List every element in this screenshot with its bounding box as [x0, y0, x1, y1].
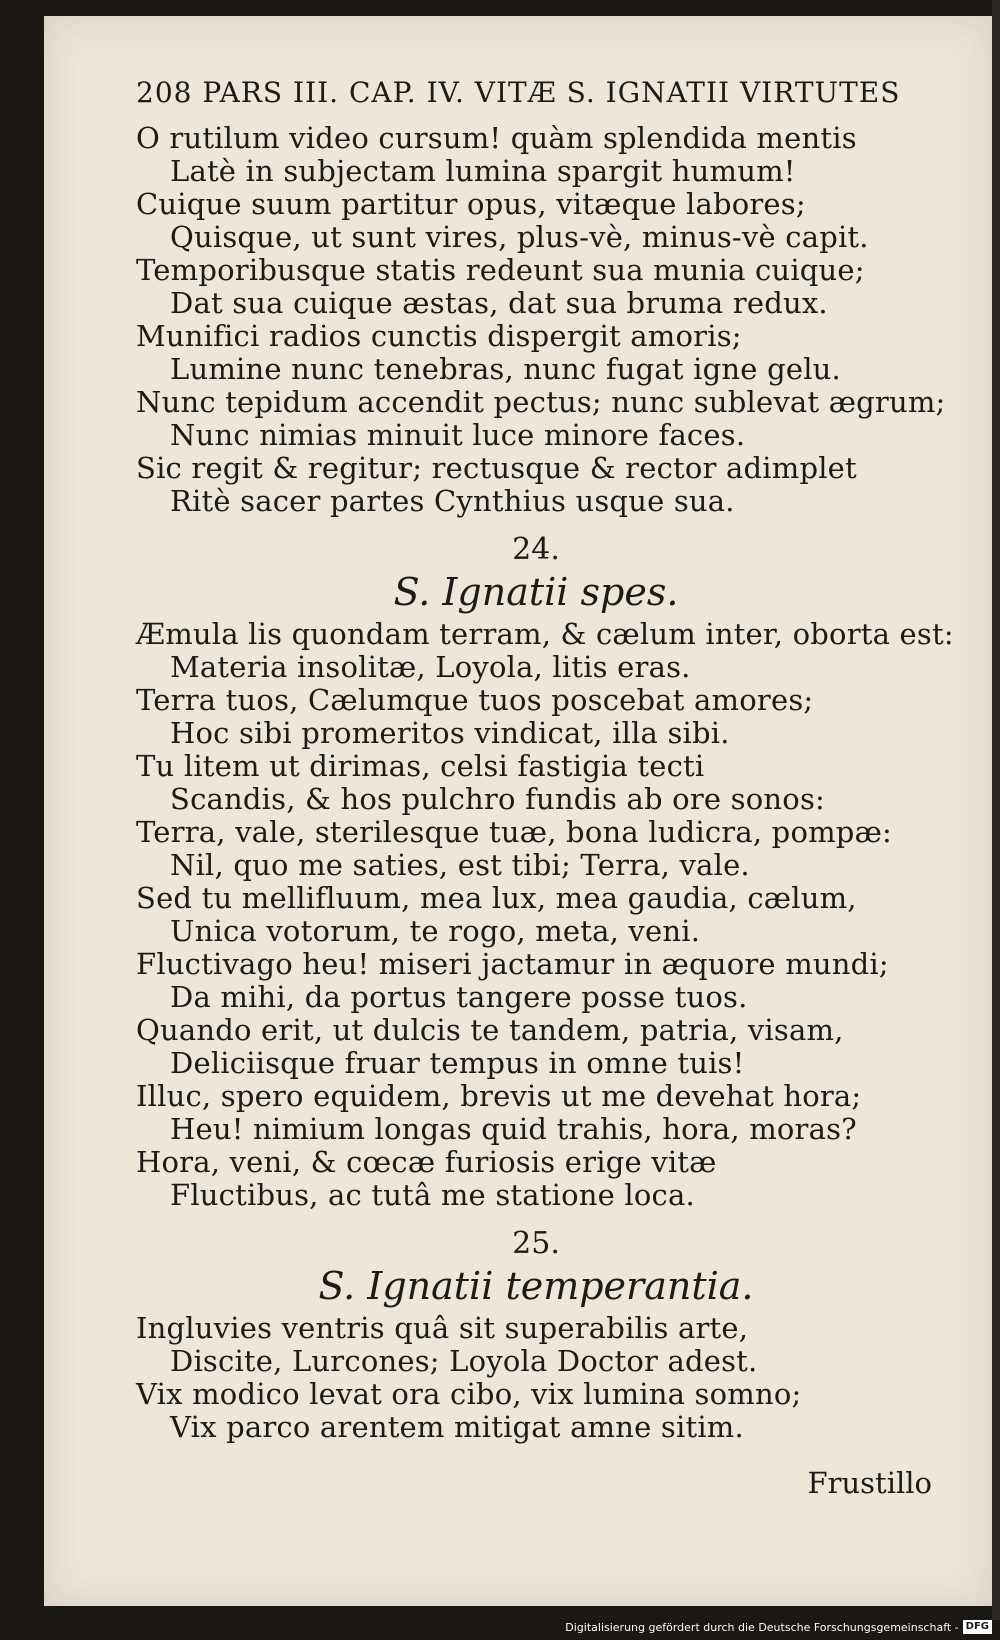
digitization-credit: [565, 1618, 992, 1636]
section-number: 25.: [512, 1226, 560, 1261]
section-title: S. Ignatii temperantia.: [318, 1264, 754, 1308]
dfg-logo: DFG: [963, 1620, 992, 1634]
verse-line: Discite, Lurcones; Loyola Doctor adest.: [170, 1344, 758, 1378]
verse-line: Fluctibus, ac tutâ me statione loca.: [170, 1178, 695, 1212]
credit-text: Digitalisierung gefördert durch die Deutsche Forschungsgemeinschaft -: [565, 1620, 959, 1634]
verse-line: Quando erit, ut dulcis te tandem, patria, visam,: [136, 1013, 844, 1047]
poem-section: [136, 530, 954, 1212]
verse-line: Da mihi, da portus tangere posse tuos.: [170, 980, 748, 1014]
verse-line: Temporibusque statis redeunt sua munia cuique;: [136, 253, 865, 287]
verse-line: Heu! nimium longas quid trahis, hora, moras?: [170, 1112, 857, 1146]
catchword: Frustillo: [807, 1466, 932, 1500]
section-title: S. Ignatii spes.: [393, 570, 679, 614]
verse-line: Dat sua cuique æstas, dat sua bruma redux.: [170, 286, 828, 320]
verse-line: Hoc sibi promeritos vindicat, illa sibi.: [170, 716, 730, 750]
poem-section: [136, 1224, 936, 1444]
verse-line: Scandis, & hos pulchro fundis ab ore sonos:: [170, 782, 826, 816]
verse-line: Cuique suum partitur opus, vitæque labores;: [136, 187, 806, 221]
running-header: 208 PARS III. CAP. IV. VITÆ S. IGNATII VIRTUTES: [136, 76, 901, 109]
verse-line: Æmula lis quondam terram, & cælum inter, oborta est:: [136, 617, 954, 651]
verse-line: Nunc nimias minuit luce minore faces.: [170, 418, 746, 452]
verse-line: Nil, quo me saties, est tibi; Terra, vale.: [170, 848, 750, 882]
section-number: 24.: [512, 532, 560, 567]
verse-line: Materia insolitæ, Loyola, litis eras.: [170, 650, 691, 684]
verse-line: Tu litem ut dirimas, celsi fastigia tecti: [136, 749, 705, 783]
verse-line: Ritè sacer partes Cynthius usque sua.: [170, 484, 735, 518]
verse-line: Unica votorum, te rogo, meta, veni.: [170, 914, 701, 948]
verse-line: O rutilum video cursum! quàm splendida mentis: [136, 121, 857, 155]
verse-line: Ingluvies ventris quâ sit superabilis arte,: [136, 1311, 749, 1345]
verse-line: Terra tuos, Cælumque tuos poscebat amores;: [136, 683, 814, 717]
text-block: [136, 121, 954, 1444]
verse-line: Lumine nunc tenebras, nunc fugat igne gelu.: [170, 352, 841, 386]
verse-line: Latè in subjectam lumina spargit humum!: [170, 154, 796, 188]
verse-line: Munifici radios cunctis dispergit amoris;: [136, 319, 742, 353]
verse-line: Sic regit & regitur; rectusque & rector adimplet: [136, 451, 857, 485]
verse-line: Quisque, ut sunt vires, plus-vè, minus-vè capit.: [170, 220, 869, 254]
verse-line: Deliciisque fruar tempus in omne tuis!: [170, 1046, 745, 1080]
verse-line: Illuc, spero equidem, brevis ut me devehat hora;: [136, 1079, 862, 1113]
verse-line: Hora, veni, & cœcæ furiosis erige vitæ: [136, 1145, 717, 1179]
verse-line: Nunc tepidum accendit pectus; nunc sublevat ægrum;: [136, 385, 946, 419]
verse-line: Vix modico levat ora cibo, vix lumina somno;: [136, 1377, 802, 1411]
poem-section: [136, 121, 946, 518]
verse-line: Vix parco arentem mitigat amne sitim.: [170, 1410, 744, 1444]
page-edge: [992, 0, 1000, 1620]
verse-line: Fluctivago heu! miseri jactamur in æquore mundi;: [136, 947, 889, 981]
verse-line: Sed tu mellifluum, mea lux, mea gaudia, cælum,: [136, 881, 857, 915]
verse-line: Terra, vale, sterilesque tuæ, bona ludicra, pompæ:: [136, 815, 892, 849]
